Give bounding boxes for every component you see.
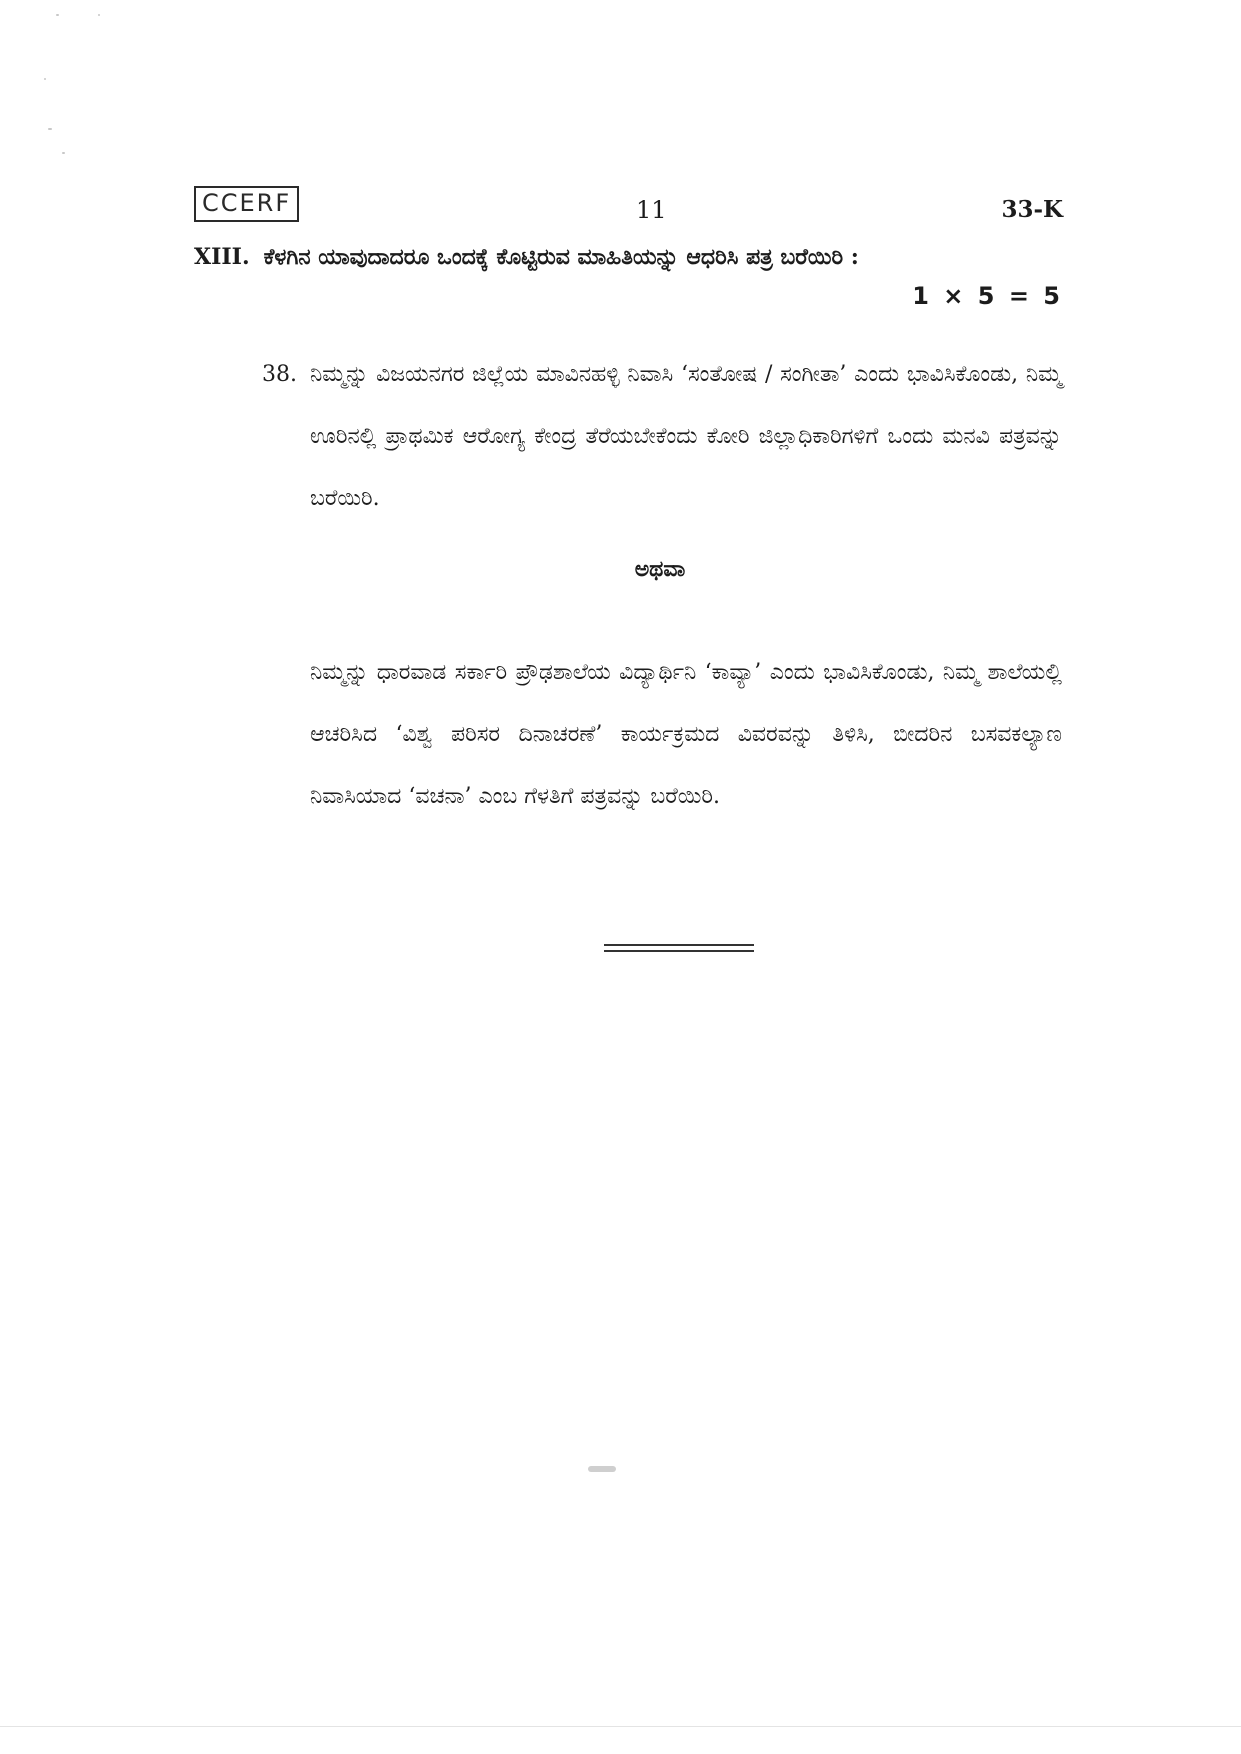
alternative-question-text: ನಿಮ್ಮನ್ನು ಧಾರವಾಡ ಸರ್ಕಾರಿ ಪ್ರೌಢಶಾಲೆಯ ವಿದ್ಯಾರ್ಥಿನಿ ‘ಕಾವ್ಯಾ’ ಎಂದು ಭಾವಿಸಿಕೊಂಡು, ನಿಮ್ಮ ಶಾಲೆಯಲ್ಲಿ ಆಚರಿಸಿದ ‘ವಿಶ್ವ ಪರಿಸರ ದಿನಾಚರಣೆ’ ಕಾರ್ಯಕ್ರಮದ ವಿವರವನ್ನು ತಿಳಿಸಿ, ಬೀದರಿನ ಬಸವಕಲ್ಯಾಣ ನಿವಾಸಿಯಾದ ‘ವಚನಾ’ ಎಂಬ ಗೆಳತಿಗೆ ಪತ್ರವನ್ನು ಬರೆಯಿರಿ. bbox=[310, 660, 1062, 809]
scan-smudge bbox=[588, 1466, 616, 1472]
section-marks: 1 × 5 = 5 bbox=[912, 282, 1063, 310]
paper-code: 33-K bbox=[1001, 196, 1063, 223]
scan-edge-line bbox=[0, 1726, 1241, 1727]
scan-speck bbox=[56, 14, 59, 16]
scan-speck bbox=[44, 78, 46, 80]
section-heading bbox=[194, 240, 1064, 274]
scan-speck bbox=[62, 152, 65, 154]
scan-speck bbox=[98, 14, 100, 16]
ccerf-stamp: CCERF bbox=[194, 186, 299, 222]
question-text: ನಿಮ್ಮನ್ನು ವಿಜಯನಗರ ಜಿಲ್ಲೆಯ ಮಾವಿನಹಳ್ಳಿ ನಿವಾಸಿ ‘ಸಂತೋಷ / ಸಂಗೀತಾ’ ಎಂದು ಭಾವಿಸಿಕೊಂಡು, ನಿಮ್ಮ ಊರಿನಲ್ಲಿ ಪ್ರಾಥಮಿಕ ಆರೋಗ್ಯ ಕೇಂದ್ರ ತೆರೆಯಬೇಕೆಂದು ಕೋರಿ ಜಿಲ್ಲಾಧಿಕಾರಿಗಳಿಗೆ ಒಂದು ಮನವಿ ಪತ್ರವನ್ನು ಬರೆಯಿರಿ. bbox=[310, 362, 1062, 511]
scan-speck bbox=[48, 128, 52, 130]
end-of-questions-rule bbox=[604, 944, 754, 952]
section-number: XIII. bbox=[194, 244, 250, 270]
question-38 bbox=[262, 344, 1062, 530]
section-instruction: ಕೆಳಗಿನ ಯಾವುದಾದರೂ ಒಂದಕ್ಕೆ ಕೊಟ್ಟಿರುವ ಮಾಹಿತಿಯನ್ನು ಆಧರಿಸಿ ಪತ್ರ ಬರೆಯಿರಿ : bbox=[263, 244, 859, 270]
question-number: 38. bbox=[262, 362, 297, 387]
page-number: 11 bbox=[636, 196, 667, 224]
or-label: ಅಥವಾ bbox=[634, 556, 686, 582]
